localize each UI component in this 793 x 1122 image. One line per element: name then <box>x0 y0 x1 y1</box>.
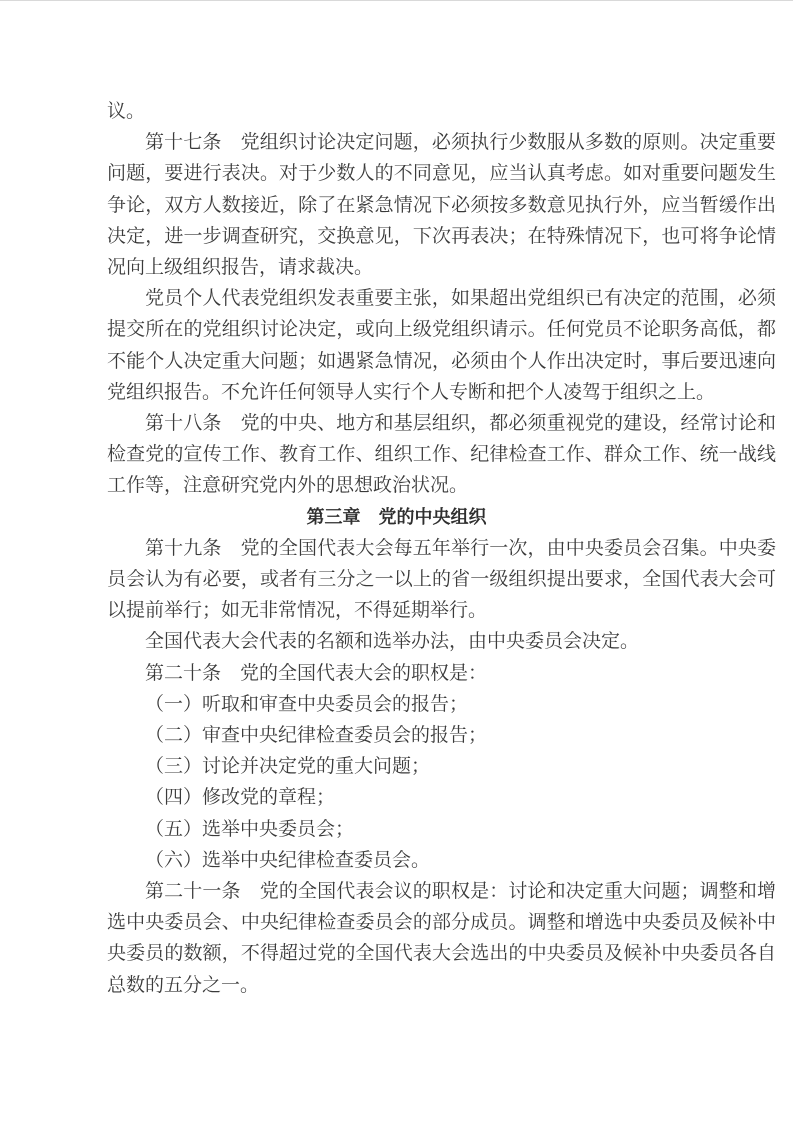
list-item: （五）选举中央委员会； <box>145 818 355 840</box>
chapter-heading: 第三章 党的中央组织 <box>306 506 487 527</box>
document-body <box>107 96 776 1001</box>
list-item: （三）讨论并决定党的重大问题； <box>145 756 431 778</box>
paragraph: 党员个人代表党组织发表重要主张，如果超出党组织已有决定的范围，必须提交所在的党组织讨论决定，或向上级党组织请示。任何党员不论职务高低，都不能个人决定重大问题；如遇紧急情况，必须由个人作出决定时，事后要迅速向党组织报告。不允许任何领导人实行个人专断和把个人凌驾于组织之上。 <box>107 288 776 403</box>
paragraph: 第十八条 党的中央、地方和基层组织，都必须重视党的建设，经常讨论和检查党的宣传工作、教育工作、组织工作、纪律检查工作、群众工作、统一战线工作等，注意研究党内外的思想政治状况。 <box>107 413 776 497</box>
list-item: （四）修改党的章程； <box>145 787 336 809</box>
paragraph: 全国代表大会代表的名额和选举办法，由中央委员会决定。 <box>145 631 640 653</box>
paragraph: 第十七条 党组织讨论决定问题，必须执行少数服从多数的原则。决定重要问题，要进行表决。对于少数人的不同意见，应当认真考虑。如对重要问题发生争论，双方人数接近，除了在紧急情况下必须按多数意见执行外，应当暂缓作出决定，进一步调查研究，交换意见，下次再表决；在特殊情况下，也可将争论情况向上级组织报告，请求裁决。 <box>107 132 776 279</box>
list-item: （一）听取和审查中央委员会的报告； <box>145 693 469 715</box>
paragraph: 第十九条 党的全国代表大会每五年举行一次，由中央委员会召集。中央委员会认为有必要，或者有三分之一以上的省一级组织提出要求，全国代表大会可以提前举行；如无非常情况，不得延期举行。 <box>107 537 776 622</box>
paragraph-continuation: 议。 <box>107 101 146 122</box>
list-item: （二）审查中央纪律检查委员会的报告； <box>145 725 488 747</box>
list-item: （六）选举中央纪律检查委员会。 <box>145 849 431 871</box>
paragraph: 第二十条 党的全国代表大会的职权是： <box>145 662 488 684</box>
paragraph: 第二十一条 党的全国代表会议的职权是：讨论和决定重大问题；调整和增选中央委员会、中央纪律检查委员会的部分成员。调整和增选中央委员及候补中央委员的数额，不得超过党的全国代表大会选出的中央委员及候补中央委员各自总数的五分之一。 <box>107 881 776 996</box>
